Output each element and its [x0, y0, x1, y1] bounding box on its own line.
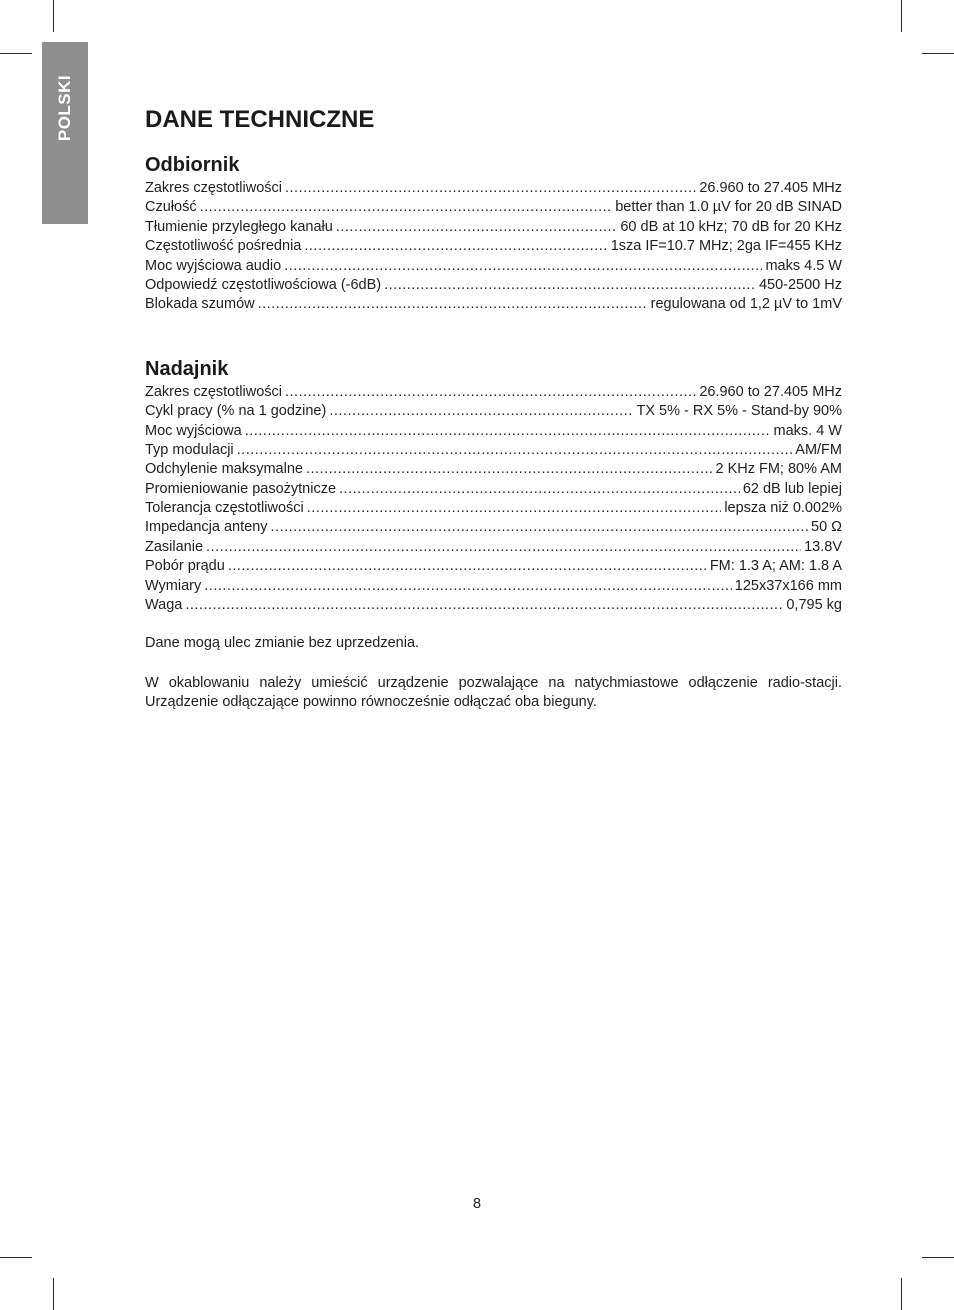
spec-value: 1sza IF=10.7 MHz; 2ga IF=455 KHz [610, 238, 842, 255]
spec-row [145, 257, 842, 276]
spec-row [145, 237, 842, 256]
dot-leader [258, 295, 648, 314]
spec-row [145, 596, 842, 615]
spec-row [145, 295, 842, 314]
crop-mark [901, 0, 902, 32]
spec-label: Odchylenie maksymalne [145, 461, 303, 478]
spec-label: Czułość [145, 199, 197, 216]
spec-row [145, 402, 842, 421]
crop-mark [53, 0, 54, 32]
spec-label: Cykl pracy (% na 1 godzine) [145, 403, 327, 420]
dot-leader [185, 596, 783, 615]
transmitter-heading: Nadajnik [145, 357, 229, 380]
spec-label: Waga [145, 597, 183, 614]
spec-value: 450-2500 Hz [758, 276, 842, 293]
spec-value: maks. 4 W [773, 422, 842, 439]
crop-mark [901, 1278, 902, 1310]
crop-mark [0, 1257, 32, 1258]
spec-label: Częstotliwość pośrednia [145, 238, 302, 255]
language-label: POLSKI [55, 74, 74, 142]
spec-label: Zakres częstotliwości [145, 383, 282, 400]
spec-label: Zasilanie [145, 538, 204, 555]
spec-value: 13.8V [804, 538, 842, 555]
spec-value: 60 dB at 10 kHz; 70 dB for 20 KHz [620, 218, 842, 235]
spec-value: 2 KHz FM; 80% AM [715, 461, 842, 478]
spec-label: Pobór prądu [145, 558, 225, 575]
crop-mark [922, 53, 954, 54]
dot-leader [336, 218, 618, 237]
spec-row [145, 218, 842, 237]
dot-leader [304, 237, 607, 256]
spec-label: Promieniowanie pasożytnicze [145, 480, 337, 497]
spec-row [145, 538, 842, 557]
spec-row [145, 557, 842, 576]
dot-leader [237, 441, 793, 460]
change-notice: Dane mogą ulec zmianie bez uprzedzenia. [145, 635, 420, 652]
spec-row [145, 441, 842, 460]
spec-label: Blokada szumów [145, 296, 255, 313]
receiver-spec-list [145, 179, 842, 315]
spec-value: regulowana od 1,2 µV to 1mV [650, 296, 842, 313]
spec-label: Wymiary [145, 577, 202, 594]
dot-leader [285, 383, 696, 402]
spec-value: better than 1.0 µV for 20 dB SINAD [615, 199, 842, 216]
spec-label: Odpowiedź częstotliwościowa (-6dB) [145, 276, 382, 293]
spec-row [145, 198, 842, 217]
spec-row [145, 480, 842, 499]
spec-value: lepsza niż 0.002% [724, 500, 842, 517]
dot-leader [339, 480, 740, 499]
spec-row [145, 577, 842, 596]
spec-value: TX 5% - RX 5% - Stand-by 90% [636, 403, 842, 420]
dot-leader [306, 460, 713, 479]
disconnect-notice: W okablowaniu należy umieścić urządzenie pozwalające na natychmiastowe odłączenie radio-stacji. Urządzenie odłączające powinno równocześnie odłączać oba bieguny. [145, 674, 842, 711]
crop-mark [0, 53, 32, 54]
dot-leader [307, 499, 722, 518]
spec-row [145, 179, 842, 198]
dot-leader [228, 557, 707, 576]
receiver-heading: Odbiornik [145, 154, 240, 176]
spec-label: Tolerancja częstotliwości [145, 500, 304, 517]
page-number: 8 [472, 1196, 482, 1212]
spec-label: Moc wyjściowa [145, 422, 242, 439]
dot-leader [284, 257, 762, 276]
page-title: DANE TECHNICZNE [145, 106, 375, 133]
spec-value: 50 Ω [811, 519, 842, 536]
spec-value: 0,795 kg [786, 597, 842, 614]
spec-row [145, 422, 842, 441]
spec-row [145, 499, 842, 518]
spec-label: Typ modulacji [145, 441, 234, 458]
spec-value: FM: 1.3 A; AM: 1.8 A [709, 558, 842, 575]
transmitter-spec-list [145, 383, 842, 616]
spec-label: Zakres częstotliwości [145, 180, 282, 196]
document-body [145, 100, 842, 713]
spec-row [145, 518, 842, 537]
spec-row [145, 460, 842, 479]
spec-label: Impedancja anteny [145, 519, 268, 536]
language-tab [42, 42, 88, 224]
crop-mark [53, 1278, 54, 1310]
spec-label: Tłumienie przyległego kanału [145, 218, 333, 235]
spec-value: 125x37x166 mm [734, 577, 842, 594]
spec-value: maks 4.5 W [765, 257, 842, 274]
dot-leader [204, 577, 732, 596]
dot-leader [245, 422, 771, 441]
dot-leader [384, 276, 756, 295]
spec-value: AM/FM [795, 441, 842, 458]
spec-value: 26.960 to 27.405 MHz [699, 180, 842, 196]
spec-value: 62 dB lub lepiej [742, 480, 842, 497]
dot-leader [285, 179, 696, 198]
dot-leader [200, 198, 613, 217]
dot-leader [206, 538, 801, 557]
spec-row [145, 276, 842, 295]
spec-label: Moc wyjściowa audio [145, 257, 282, 274]
crop-mark [922, 1257, 954, 1258]
dot-leader [271, 518, 808, 537]
spec-value: 26.960 to 27.405 MHz [699, 383, 842, 400]
dot-leader [329, 402, 633, 421]
spec-row [145, 383, 842, 402]
